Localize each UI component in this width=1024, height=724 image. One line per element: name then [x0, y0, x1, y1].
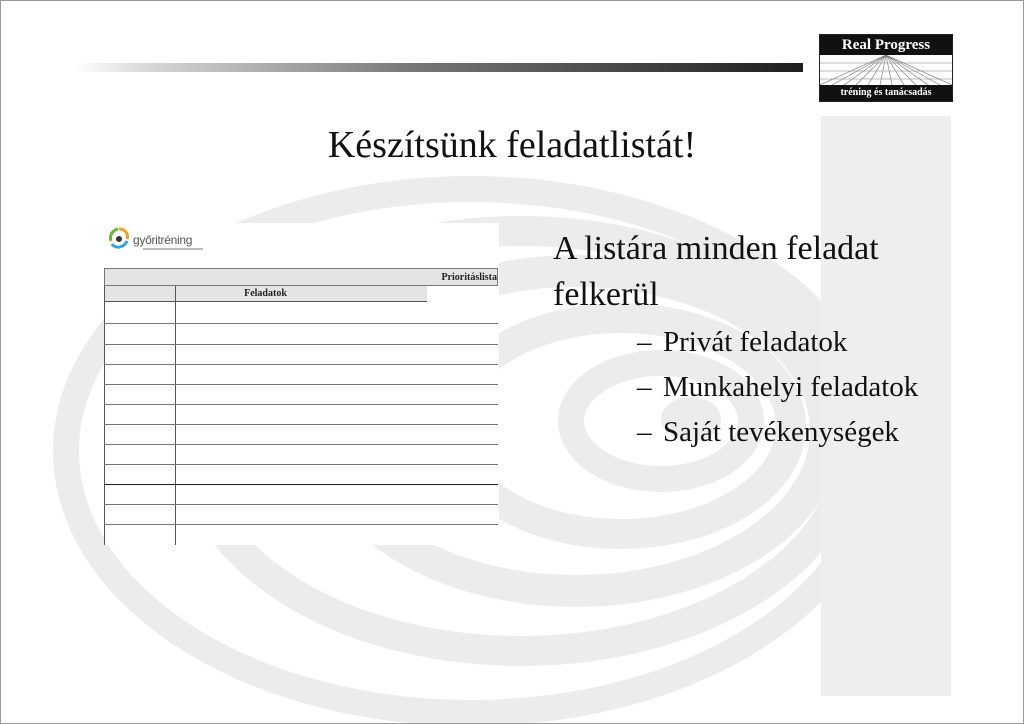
priority-list-table	[104, 268, 499, 545]
logo-tagline: tréning és tanácsadás	[820, 85, 952, 101]
table-row-line	[104, 384, 498, 385]
logo-grid-graphic	[820, 55, 952, 85]
dash-marker: –	[637, 371, 652, 403]
gyoritrening-wordmark: győritréning	[133, 233, 193, 247]
main-bullet: A listára minden feladat felkerül	[553, 230, 879, 313]
priority-list-image	[104, 223, 499, 545]
sub-bullet-text: Munkahelyi feladatok	[663, 371, 919, 403]
column-header-tasks: Feladatok	[104, 286, 427, 302]
sub-bullet	[553, 412, 953, 453]
slide-title: Készítsünk feladatlistát!	[327, 124, 697, 166]
header-gradient-rule	[75, 63, 803, 72]
table-row-line	[104, 404, 498, 405]
table-row-line	[104, 504, 498, 505]
table-row-line	[104, 444, 498, 445]
table-row-line	[104, 364, 498, 365]
table-row-line	[104, 323, 498, 324]
brand-underline	[143, 248, 203, 250]
dash-marker: –	[637, 326, 652, 358]
logo-name: Real Progress	[820, 35, 952, 55]
table-title-row	[104, 268, 498, 286]
table-title: Prioritáslista	[441, 272, 497, 283]
table-row-line	[104, 344, 498, 345]
table-row-line	[104, 524, 498, 525]
sub-bullet-text: Saját tevékenységek	[663, 416, 899, 448]
table-row-line	[104, 464, 498, 465]
table-row-line	[104, 424, 498, 425]
dash-marker: –	[637, 416, 652, 448]
column-divider	[175, 286, 176, 545]
table-border-left	[104, 286, 105, 545]
real-progress-logo	[819, 34, 953, 102]
sub-bullet	[553, 367, 953, 408]
bullet-list	[553, 226, 953, 453]
table-row-line	[104, 484, 498, 485]
gyoritrening-mark-icon	[107, 227, 133, 251]
sub-bullet-text: Privát feladatok	[663, 326, 848, 358]
sub-bullet	[553, 322, 953, 363]
